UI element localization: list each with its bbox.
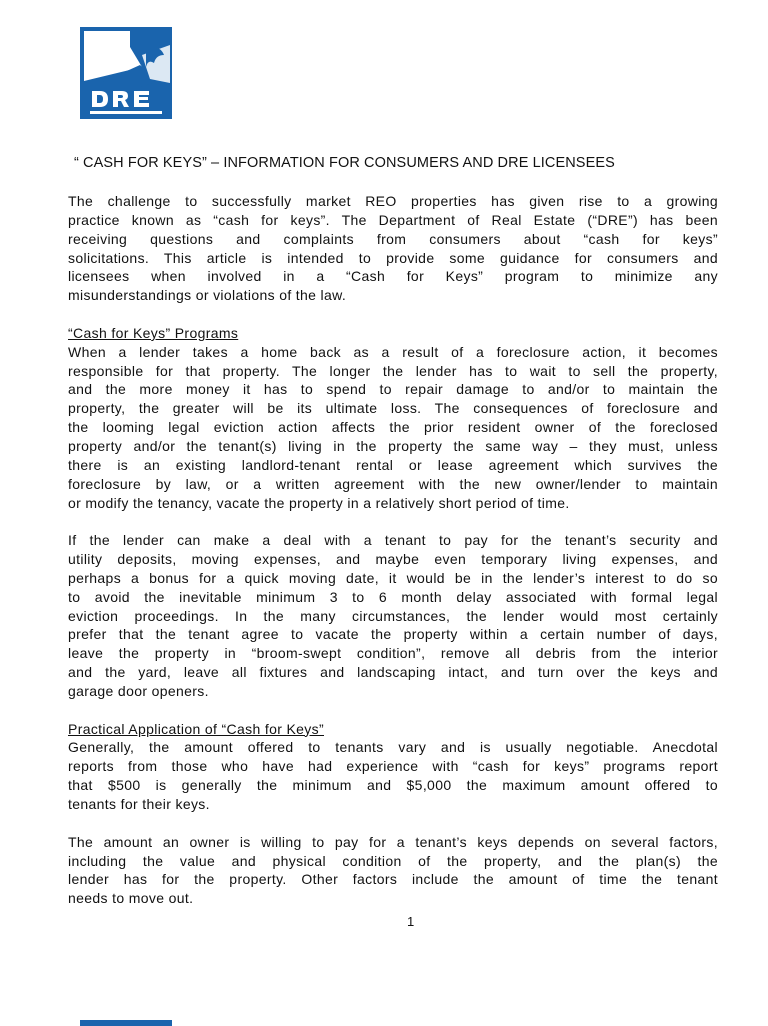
paragraph <box>68 531 718 701</box>
paragraph <box>68 192 718 305</box>
paragraph-line: tenants for their keys. <box>68 796 210 812</box>
paragraph-line: The amount an owner is willing to pay for a tenant’s keys depends on several factors, <box>68 833 718 850</box>
paragraph-gap <box>68 814 718 833</box>
paragraph-line: including the value and physical condition of the property, and the plan(s) the <box>68 852 718 869</box>
next-page-logo-edge <box>80 1020 172 1026</box>
paragraph-line: When a lender takes a home back as a result of a foreclosure action, it becomes <box>68 343 718 360</box>
paragraph-line: reports from those who have had experience with “cash for keys” programs report <box>68 758 718 775</box>
document-body <box>68 192 718 908</box>
section-heading-text: Practical Application of “Cash for Keys” <box>68 720 324 737</box>
paragraph-gap <box>68 305 718 324</box>
paragraph-line: solicitations. This article is intended to provide some guidance for consumers and <box>68 249 718 266</box>
paragraph-line: and the yard, leave all fixtures and landscaping intact, and turn over the keys and <box>68 664 718 681</box>
paragraph <box>68 738 718 813</box>
section-heading <box>68 720 718 739</box>
paragraph-line: utility deposits, moving expenses, and maybe even temporary living expenses, and <box>68 551 718 568</box>
paragraph-line: to avoid the inevitable minimum 3 to 6 month delay associated with formal legal <box>68 588 718 605</box>
paragraph-line: The challenge to successfully market REO properties has given rise to a growing <box>68 193 718 209</box>
paragraph-line: prefer that the tenant agree to vacate the property within a certain number of days, <box>68 626 718 643</box>
paragraph-line: eviction proceedings. In the many circumstances, the lender would most certainly <box>68 607 718 624</box>
paragraph-line: lender has for the property. Other factors include the amount of time the tenant <box>68 871 718 888</box>
paragraph-line: licensees when involved in a “Cash for Keys” program to minimize any <box>68 268 718 285</box>
paragraph-line: property, the greater will be its ultimate loss. The consequences of foreclosure and <box>68 400 718 417</box>
dre-california-logo <box>80 27 172 119</box>
paragraph-line: there is an existing landlord-tenant rental or lease agreement which survives the <box>68 456 718 473</box>
paragraph <box>68 343 718 513</box>
paragraph-line: the looming legal eviction action affects the prior resident owner of the foreclosed <box>68 419 718 436</box>
paragraph-line: leave the property in “broom-swept condition”, remove all debris from the interior <box>68 645 718 662</box>
section-heading <box>68 324 718 343</box>
document-title: “ CASH FOR KEYS” – INFORMATION FOR CONSUMERS AND DRE LICENSEES <box>74 155 615 171</box>
paragraph-line: If the lender can make a deal with a tenant to pay for the tenant’s security and <box>68 532 718 549</box>
paragraph-line: needs to move out. <box>68 890 194 907</box>
paragraph-gap <box>68 512 718 531</box>
paragraph-line: receiving questions and complaints from consumers about “cash for keys” <box>68 230 718 247</box>
paragraph-line: foreclosure by law, or a written agreement with the new owner/lender to maintain <box>68 475 718 492</box>
paragraph-line: Generally, the amount offered to tenants vary and is usually negotiable. Anecdotal <box>68 739 718 756</box>
paragraph-line: property and/or the tenant(s) living in the property the same way – they must, unless <box>68 437 718 454</box>
paragraph-gap <box>68 701 718 720</box>
page-number: 1 <box>407 914 415 929</box>
paragraph-line: practice known as “cash for keys”. The Department of Real Estate (“DRE”) has been <box>68 211 718 228</box>
paragraph-line: garage door openers. <box>68 682 209 699</box>
paragraph-line: misunderstandings or violations of the law. <box>68 287 347 304</box>
section-heading-text: “Cash for Keys” Programs <box>68 324 239 341</box>
paragraph-line: perhaps a bonus for a quick moving date, it would be in the lender’s interest to do so <box>68 569 718 586</box>
paragraph-line: or modify the tenancy, vacate the property in a relatively short period of time. <box>68 494 570 511</box>
paragraph <box>68 833 718 908</box>
paragraph-line: responsible for that property. The longer the lender has to wait to sell the property, <box>68 362 718 379</box>
paragraph-line: that $500 is generally the minimum and $5,000 the maximum amount offered to <box>68 777 718 794</box>
paragraph-line: and the more money it has to spend to repair damage to and/or to maintain the <box>68 381 718 398</box>
